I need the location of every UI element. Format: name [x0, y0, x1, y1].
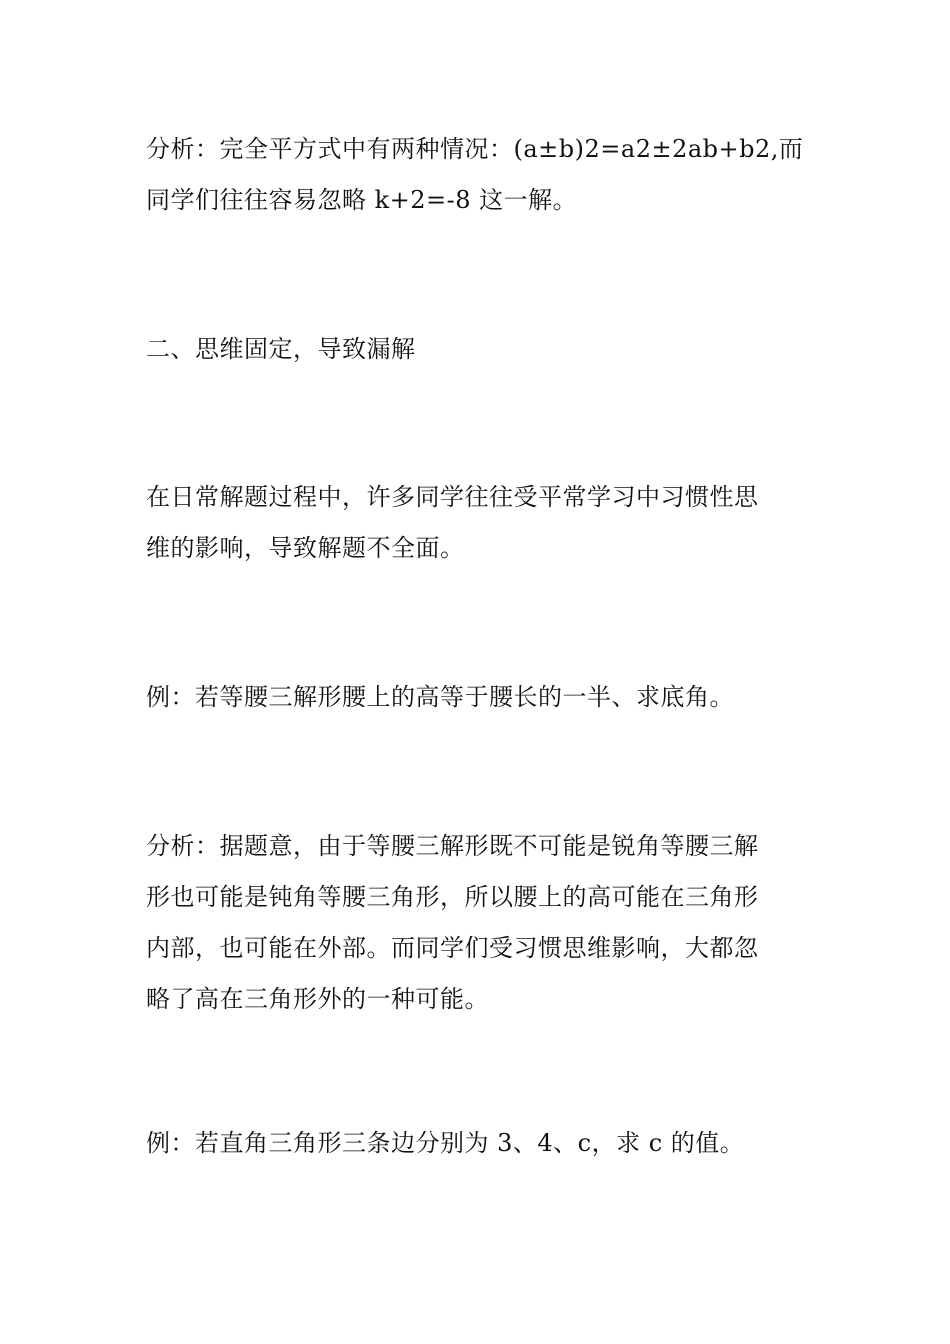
text-line: 略了高在三角形外的一种可能。: [146, 985, 489, 1013]
paragraph-example-isosceles: [146, 672, 811, 723]
text-line: 分析：完全平方式中有两种情况：(a±b)2=a2±2ab+b2,而: [146, 135, 804, 163]
section-heading-fixed-thinking: [146, 324, 811, 375]
text-line: 内部，也可能在外部。而同学们受习惯思维影响，大都忽: [146, 934, 759, 962]
paragraph-analysis-perfect-square: [146, 124, 811, 226]
text-line: 分析：据题意，由于等腰三解形既不可能是锐角等腰三解: [146, 832, 759, 860]
paragraph-habitual-thinking: [146, 472, 811, 574]
text-line: 例：若直角三角形三条边分别为 3、4、c，求 c 的值。: [146, 1129, 745, 1157]
text-line: 维的影响，导致解题不全面。: [146, 534, 465, 562]
paragraph-analysis-isosceles: [146, 821, 811, 1025]
text-line: 同学们往往容易忽略 k+2=-8 这一解。: [146, 186, 578, 214]
paragraph-example-right-triangle: [146, 1118, 811, 1169]
text-line: 在日常解题过程中，许多同学往往受平常学习中习惯性思: [146, 483, 759, 511]
text-line: 形也可能是钝角等腰三角形，所以腰上的高可能在三角形: [146, 883, 759, 911]
text-line: 例：若等腰三解形腰上的高等于腰长的一半、求底角。: [146, 683, 734, 711]
heading-text: 二、思维固定，导致漏解: [146, 335, 416, 363]
